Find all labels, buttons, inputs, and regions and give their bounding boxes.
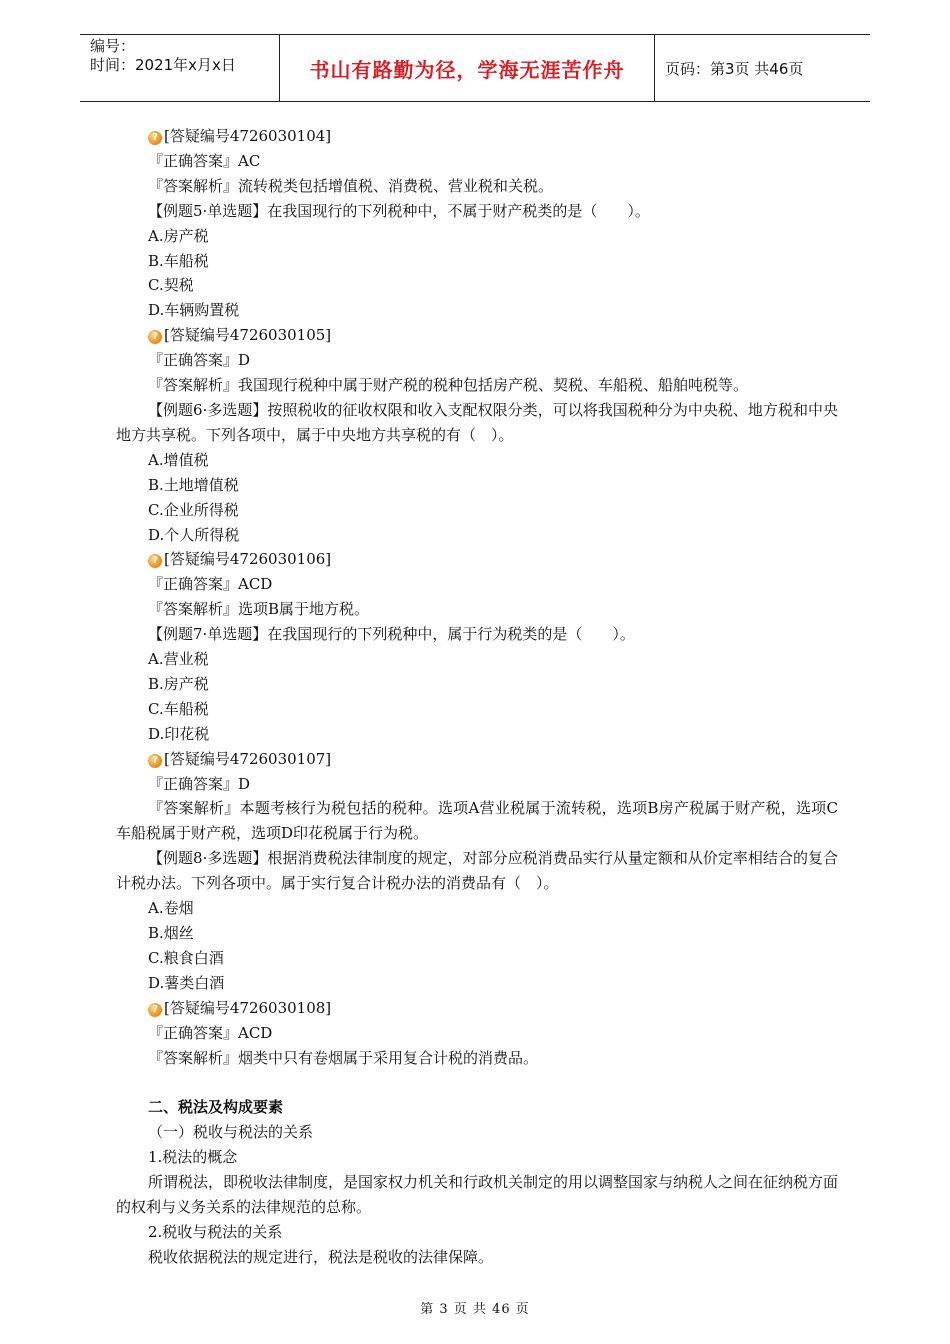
- question-icon: ?: [148, 1003, 162, 1017]
- text-line: D.车辆购置税: [148, 301, 240, 320]
- blank-line: [116, 1070, 838, 1095]
- answer-ref-text: [答疑编号4726030105]: [164, 326, 332, 345]
- question-icon: ?: [148, 131, 162, 145]
- document-body: [116, 124, 838, 1270]
- text-line: D.印花税: [148, 724, 210, 743]
- text-line: C.契税: [148, 276, 194, 295]
- text-line: 【例题7·单选题】在我国现行的下列税种中，属于行为税类的是（ ）。: [148, 625, 635, 644]
- text-line: D.个人所得税: [148, 525, 240, 544]
- text-line: （一）税收与税法的关系: [148, 1123, 314, 1142]
- text-line: 『正确答案』D: [148, 351, 251, 370]
- text-line: B.房产税: [148, 674, 209, 693]
- time-label: 时间：2021年x月x日: [90, 56, 236, 74]
- text-line: 『正确答案』D: [148, 774, 251, 793]
- answer-ref-line: [116, 996, 838, 1021]
- header-motto: 书山有路勤为径，学海无涯苦作舟: [280, 35, 655, 101]
- text-line: A.增值税: [148, 450, 209, 469]
- text-line: A.房产税: [148, 226, 209, 245]
- page-footer: 第 3 页 共 46 页: [420, 1302, 530, 1317]
- text-line: C.车船税: [148, 699, 209, 718]
- answer-ref-line: [116, 747, 838, 772]
- page-header: [80, 34, 870, 102]
- text-line: 税收依据税法的规定进行，税法是税收的法律保障。: [148, 1247, 494, 1266]
- text-line: B.烟丝: [148, 924, 194, 942]
- answer-ref-line: [116, 124, 838, 149]
- answer-ref-text: [答疑编号4726030106]: [164, 550, 332, 569]
- answer-ref-text: [答疑编号4726030104]: [164, 127, 332, 145]
- text-line: 2.税收与税法的关系: [148, 1222, 283, 1241]
- text-line: A.卷烟: [148, 899, 194, 918]
- text-line: 『答案解析』我国现行税种中属于财产税的税种包括房产税、契税、车船税、船舶吨税等。: [148, 376, 749, 395]
- answer-ref-line: [116, 323, 838, 348]
- paragraph: 『答案解析』本题考核行为税包括的税种。选项A营业税属于流转税，选项B房产税属于财产税，选项C车船税属于财产税，选项D印花税属于行为税。: [116, 799, 838, 843]
- text-line: 『正确答案』AC: [148, 151, 261, 170]
- text-line: A.营业税: [148, 650, 209, 669]
- text-line: D.薯类白酒: [148, 973, 225, 992]
- question-icon: ?: [148, 330, 162, 344]
- text-line: 『答案解析』选项B属于地方税。: [148, 600, 370, 619]
- paragraph: 【例题6·多选题】按照税收的征收权限和收入支配权限分类，可以将我国税种分为中央税、地方税和中央地方共享税。下列各项中，属于中央地方共享税的有（ ）。: [116, 400, 838, 444]
- text-line: B.土地增值税: [148, 475, 239, 494]
- text-line: C.企业所得税: [148, 500, 239, 519]
- header-meta: [80, 35, 280, 101]
- section-heading: 二、税法及构成要素: [148, 1098, 284, 1117]
- text-line: C.粮食白酒: [148, 948, 224, 967]
- text-line: 『正确答案』ACD: [148, 1023, 273, 1042]
- text-line: 1.税法的概念: [148, 1148, 238, 1167]
- answer-ref-text: [答疑编号4726030107]: [164, 749, 332, 768]
- text-line: 【例题5·单选题】在我国现行的下列税种中，不属于财产税类的是（ ）。: [148, 201, 650, 220]
- answer-ref-text: [答疑编号4726030108]: [164, 998, 332, 1017]
- paragraph: 【例题8·多选题】根据消费税法律制度的规定，对部分应税消费品实行从量定额和从价定率相结合的复合计税办法。下列各项中。属于实行复合计税办法的消费品有（ ）。: [116, 849, 838, 893]
- question-icon: ?: [148, 754, 162, 768]
- header-page-info: 页码：第3页 共46页: [665, 59, 804, 78]
- text-line: 『答案解析』流转税类包括增值税、消费税、营业税和关税。: [148, 176, 554, 195]
- text-line: 『正确答案』ACD: [148, 575, 273, 594]
- question-icon: ?: [148, 554, 162, 568]
- number-label: 编号：: [90, 37, 136, 55]
- answer-ref-line: [116, 547, 838, 572]
- text-line: 『答案解析』烟类中只有卷烟属于采用复合计税的消费品。: [148, 1048, 539, 1067]
- text-line: B.车船税: [148, 251, 209, 270]
- paragraph: 所谓税法，即税收法律制度，是国家权力机关和行政机关制定的用以调整国家与纳税人之间在征纳税方面的权利与义务关系的法律规范的总称。: [116, 1173, 839, 1216]
